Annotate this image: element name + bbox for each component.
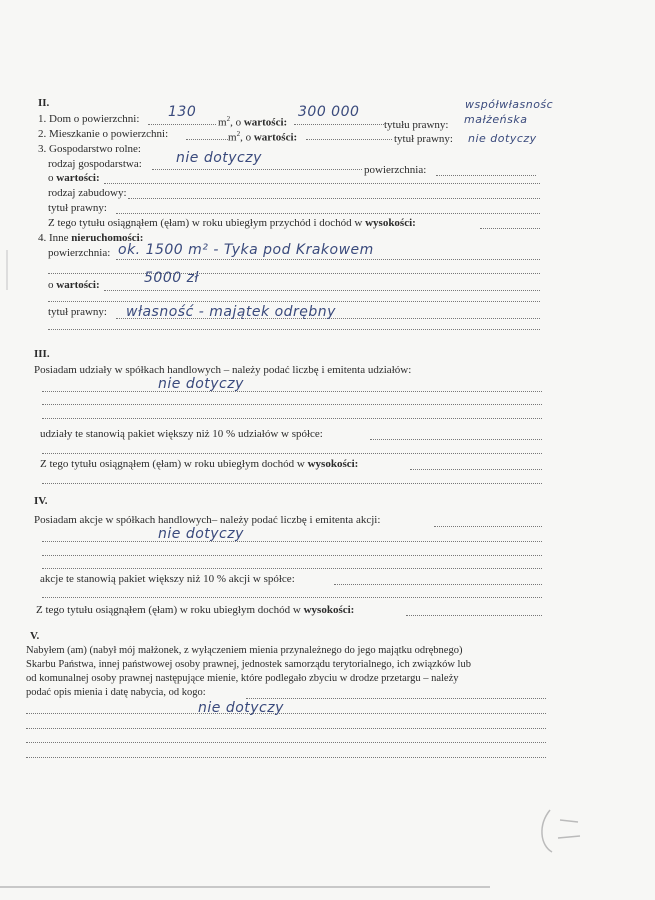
- house-area-line: [148, 123, 216, 125]
- stocks-packet-line-2: [42, 596, 542, 598]
- acquisition-line-0: [246, 697, 546, 699]
- other-value-value: 5000 zł: [144, 270, 199, 286]
- section-ii-heading: II.: [38, 97, 50, 109]
- farm-title-label: tytuł prawny:: [48, 202, 107, 214]
- section-iv-heading: IV.: [34, 495, 48, 507]
- stocks-line-0: [434, 525, 542, 527]
- farm-area-label: powierzchnia:: [364, 164, 427, 176]
- acquisition-line-2: [26, 727, 546, 729]
- shares-value: nie dotyczy: [158, 376, 244, 392]
- stocks-income-line: [406, 614, 542, 616]
- farm-buildings-label: rodzaj zabudowy:: [48, 187, 127, 199]
- stocks-line-2: [42, 554, 542, 556]
- house-area-label: 1. Dom o powierzchni:: [38, 113, 140, 125]
- house-value-value: 300 000: [298, 104, 360, 120]
- apartment-title-label: tytuł prawny:: [394, 133, 453, 145]
- farm-title-line: [116, 212, 540, 214]
- stocks-line-3: [42, 567, 542, 569]
- farm-type-value: nie dotyczy: [176, 150, 262, 166]
- house-title-label: tytułu prawny:: [384, 119, 449, 131]
- acquisition-text-2: Skarbu Państwa, innej państwowej osoby prawnej, jednostek samorządu terytorialnego, ich związków lub: [26, 659, 471, 670]
- farm-value-line: [104, 182, 540, 184]
- stocks-value: nie dotyczy: [158, 526, 244, 542]
- shares-label: Posiadam udziały w spółkach handlowych – należy podać liczbę i emitenta udziałów:: [34, 364, 412, 376]
- other-title-label: tytuł prawny:: [48, 306, 107, 318]
- farm-income-label: Z tego tytułu osiągnąłem (ęłam) w roku ubiegłym przychód i dochód w wysokości:: [48, 217, 416, 229]
- farm-type-label: rodzaj gospodarstwa:: [48, 158, 142, 170]
- stocks-packet-line: [334, 583, 542, 585]
- farm-type-line: [152, 168, 362, 170]
- farm-income-line: [480, 227, 540, 229]
- shares-packet-line: [370, 438, 542, 440]
- acquisition-text-1: Nabyłem (am) (nabył mój małżonek, z wyłączeniem mienia przynależnego do jego majątku odrębnego): [26, 645, 463, 656]
- bottom-edge: [0, 885, 490, 888]
- shares-line-1: [42, 390, 542, 392]
- acquisition-line-1: [26, 712, 546, 714]
- farm-value-label: o wartości:: [48, 172, 100, 184]
- apartment-value-line: [306, 138, 392, 140]
- other-area-line-2: [48, 272, 540, 274]
- house-value-line: [294, 123, 384, 125]
- shares-income-line: [410, 468, 542, 470]
- scan-mark: [530, 800, 590, 860]
- acquisition-value: nie dotyczy: [198, 700, 284, 716]
- left-edge-mark: [6, 250, 8, 290]
- shares-packet-label: udziały te stanowią pakiet większy niż 10 % udziałów w spółce:: [40, 428, 323, 440]
- shares-income-label: Z tego tytułu osiągnąłem (ęłam) w roku ubiegłym dochód w wysokości:: [40, 458, 359, 470]
- other-value-line-2: [48, 300, 540, 302]
- apartment-unit: $m^2$, o wartości:: [228, 130, 298, 144]
- other-value-label: o wartości:: [48, 279, 100, 291]
- house-unit: $m^2$, o wartości:: [218, 115, 288, 129]
- acquisition-line-4: [26, 756, 546, 758]
- other-area-label: powierzchnia:: [48, 247, 111, 259]
- stocks-line-1: [42, 540, 542, 542]
- apartment-title-value: nie dotyczy: [468, 132, 537, 145]
- acquisition-text-4: podać opis mienia i datę nabycia, od kogo:: [26, 687, 206, 698]
- farm-buildings-line: [128, 197, 540, 199]
- acquisition-text-3: od komunalnej osoby prawnej następujące mienie, które podlegało zbyciu w drodze przetargu – należy: [26, 673, 459, 684]
- apartment-area-label: 2. Mieszkanie o powierzchni:: [38, 128, 169, 140]
- house-title-value-1: współwłasnośc: [465, 98, 554, 111]
- shares-packet-line-2: [42, 452, 542, 454]
- shares-line-3: [42, 417, 542, 419]
- other-value-line: [104, 289, 540, 291]
- section-v-heading: V.: [30, 630, 40, 642]
- stocks-label: Posiadam akcje w spółkach handlowych– należy podać liczbę i emitenta akcji:: [34, 514, 381, 526]
- acquisition-line-3: [26, 741, 546, 743]
- apartment-area-line: [186, 138, 228, 140]
- other-area-value: ok. 1500 m² - Tyka pod Krakowem: [118, 242, 374, 258]
- house-title-value-2: małżeńska: [464, 113, 528, 126]
- section-iii-heading: III.: [34, 348, 50, 360]
- stocks-income-label: Z tego tytułu osiągnąłem (ęłam) w roku ubiegłym dochód w wysokości:: [36, 604, 355, 616]
- stocks-packet-label: akcje te stanowią pakiet większy niż 10 % akcji w spółce:: [40, 573, 295, 585]
- shares-income-line-2: [42, 482, 542, 484]
- other-title-value: własność - majątek odrębny: [126, 304, 336, 320]
- farm-area-line: [436, 174, 536, 176]
- shares-line-2: [42, 403, 542, 405]
- other-area-line: [116, 258, 540, 260]
- other-property-label: 4. Inne nieruchomości:: [38, 232, 144, 244]
- other-title-line-2: [48, 328, 540, 330]
- house-area-value: 130: [168, 104, 197, 120]
- farm-label: 3. Gospodarstwo rolne:: [38, 143, 141, 155]
